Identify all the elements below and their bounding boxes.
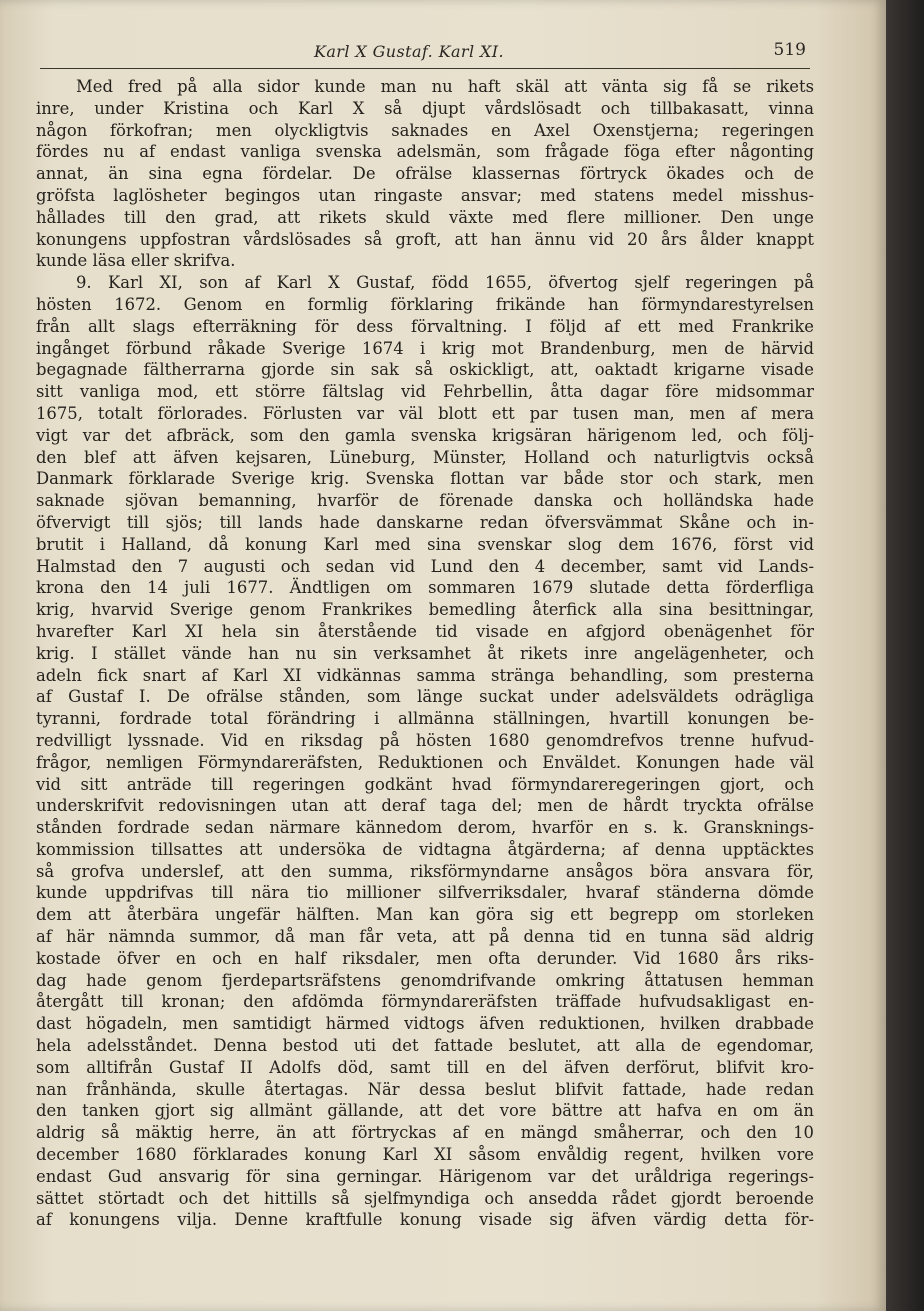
text-line: återgått till kronan; den afdömda förmyndareräfsten träffade hufvudsakligast en- (36, 992, 814, 1012)
text-line: inre, under Kristina och Karl X så djupt vårdslösadt och tillbakasatt, vinna (36, 98, 814, 118)
text-line: sättet störtadt och det hittills så sjelfmyndiga och ansedda rådet gjordt beroende (36, 1188, 814, 1208)
text-line: från allt slags efterräkning för dess förvaltning. I följd af ett med Frankrike (36, 316, 814, 336)
text-line: vigt var det afbräck, som den gamla svenska krigsäran härigenom led, och följ- (36, 425, 814, 445)
text-line: kostade öfver en och en half riksdaler, men ofta derunder. Vid 1680 års riks- (36, 948, 814, 968)
text-line: öfvervigt till sjös; till lands hade danskarne redan öfversvämmat Skåne och in- (36, 512, 814, 532)
text-line: hvarefter Karl XI hela sin återstående tid visade en afgjord obenägenhet för (36, 621, 814, 641)
text-line: af Gustaf I. De ofrälse stånden, som länge suckat under adelsväldets odrägliga (36, 687, 814, 707)
text-line: hållades till den grad, att rikets skuld växte med flere millioner. Den unge (36, 207, 814, 227)
text-line: hela adelsståndet. Denna bestod uti det fattade beslutet, att alla de egendomar, (36, 1036, 814, 1056)
text-line: krig, hvarvid Sverige genom Frankrikes bemedling återfick alla sina besittningar, (36, 600, 814, 620)
text-line: af konungens vilja. Denne kraftfulle konung visade sig äfven värdig detta för- (36, 1210, 814, 1230)
text-line: 9. Karl XI, son af Karl X Gustaf, född 1655, öfvertog sjelf regeringen på (76, 273, 814, 293)
text-line: december 1680 förklarades konung Karl XI såsom envåldig regent, hvilken vore (36, 1145, 814, 1165)
text-line: endast Gud ansvarig för sina gerningar. Härigenom var det uråldriga regerings- (36, 1166, 814, 1186)
text-line: 1675, totalt förlorades. Förlusten var väl blott ett par tusen man, men af mera (36, 403, 814, 423)
text-line: dag hade genom fjerdepartsräfstens genomdrifvande omkring åttatusen hemman (36, 970, 814, 990)
text-line: sitt vanliga mod, ett större fältslag vid Fehrbellin, åtta dagar före midsommar (36, 382, 814, 402)
text-line: brutit i Halland, då konung Karl med sina svenskar slog dem 1676, först vid (36, 534, 814, 554)
text-line: fördes nu af endast vanliga svenska adelsmän, som frågade föga efter någonting (36, 142, 814, 162)
text-line: annat, än sina egna fördelar. De ofrälse klassernas förtryck ökades och de (36, 164, 814, 184)
text-line: som alltifrån Gustaf II Adolfs död, samt till en del äfven derförut, blifvit kro- (36, 1057, 814, 1077)
page-edge (886, 0, 924, 1311)
text-line: konungens uppfostran vårdslösades så groft, att han ännu vid 20 års ålder knappt (36, 229, 814, 249)
text-line: Halmstad den 7 augusti och sedan vid Lund den 4 december, samt vid Lands- (36, 556, 814, 576)
text-line: kommission tillsattes att undersöka de vidtagna åtgärderna; af denna upptäcktes (36, 839, 814, 859)
text-line: vid sitt anträde till regeringen godkänt hvad förmyndareregeringen gjort, och (36, 774, 814, 794)
text-line: hösten 1672. Genom en formlig förklaring frikände han förmyndarestyrelsen (36, 294, 814, 314)
text-line: den blef att äfven kejsaren, Lüneburg, Münster, Holland och naturligtvis också (36, 447, 814, 467)
text-line: kunde läsa eller skrifva. (36, 251, 236, 271)
header-rule (40, 68, 810, 69)
text-line: saknade sjövan bemanning, hvarför de förenade danska och holländska hade (36, 491, 814, 511)
running-head: Karl X Gustaf. Karl XI. (314, 42, 504, 61)
text-line: dem att återbära ungefär hälften. Man kan göra sig ett begrepp om storleken (36, 905, 814, 925)
text-line: någon förkofran; men olyckligtvis saknades en Axel Oxenstjerna; regeringen (36, 120, 814, 140)
text-line: underskrifvit redovisningen utan att deraf taga del; men de hårdt tryckta ofrälse (36, 796, 814, 816)
text-line: stånden fordrade sedan närmare kännedom derom, hvarför en s. k. Gransknings- (36, 818, 814, 838)
page-header (36, 38, 812, 68)
text-line: nan frånhända, skulle återtagas. När dessa beslut blifvit fattade, hade redan (36, 1079, 814, 1099)
text-line: gröfsta laglösheter begingos utan ringaste ansvar; med statens medel misshus- (36, 185, 814, 205)
text-line: ingånget förbund råkade Sverige 1674 i krig mot Brandenburg, men de härvid (36, 338, 814, 358)
text-line: dast högadeln, men samtidigt härmed vidtogs äfven reduktionen, hvilken drabbade (36, 1014, 814, 1034)
text-line: af här nämnda summor, då man får veta, att på denna tid en tunna säd aldrig (36, 927, 814, 947)
text-line: redvilligt lyssnade. Vid en riksdag på hösten 1680 genomdrefvos trenne hufvud- (36, 730, 814, 750)
text-line: krona den 14 juli 1677. Ändtligen om sommaren 1679 slutade detta förderfliga (36, 578, 814, 598)
text-line: aldrig så mäktig herre, än att förtryckas af en mängd småherrar, och den 10 (36, 1123, 814, 1143)
page-number: 519 (773, 40, 806, 60)
text-line: begagnade fältherrarna gjorde sin sak så oskickligt, att, oaktadt krigarne visade (36, 360, 814, 380)
text-line: adeln fick snart af Karl XI vidkännas samma stränga behandling, som presterna (36, 665, 814, 685)
text-line: krig. I stället vände han nu sin verksamhet åt rikets inre angelägenheter, och (36, 643, 814, 663)
text-line: kunde uppdrifvas till nära tio millioner silfverriksdaler, hvaraf ständerna dömde (36, 883, 814, 903)
body-text (36, 76, 814, 1231)
text-line: så grofva underslef, att den summa, riksförmyndarne ansågos böra ansvara för, (36, 861, 814, 881)
text-line: den tanken gjort sig allmänt gällande, att det vore bättre att hafva en om än (36, 1101, 814, 1121)
text-line: tyranni, fordrade total förändring i allmänna ställningen, hvartill konungen be- (36, 709, 814, 729)
text-line: Med fred på alla sidor kunde man nu haft skäl att vänta sig få se rikets (76, 77, 814, 96)
text-line: frågor, nemligen Förmyndareräfsten, Reduktionen och Enväldet. Konungen hade väl (36, 752, 814, 772)
text-line: Danmark förklarade Sverige krig. Svenska flottan var både stor och stark, men (36, 469, 814, 489)
